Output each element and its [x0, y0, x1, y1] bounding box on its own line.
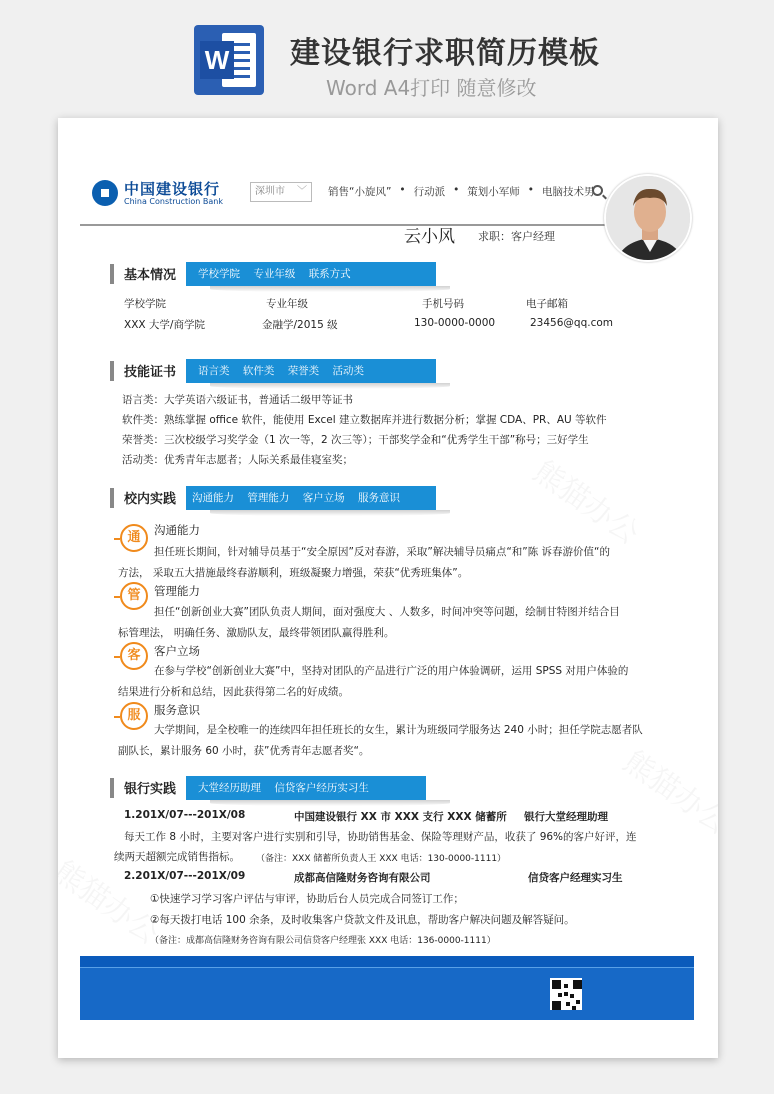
chevron-down-icon: ﹀	[297, 186, 307, 197]
customer-badge: 客	[120, 642, 148, 670]
item-text: 方法， 采取五大措施最终春游顺利，班级凝聚力增强，荣获“优秀班集体”。	[118, 567, 469, 579]
section-title: 基本情况	[124, 268, 177, 283]
tab-label: 客户立场	[302, 492, 345, 504]
job-role: 银行大堂经理助理	[524, 811, 608, 823]
job-text: ②每天拨打电话 100 余条，及时收集客户贷款文件及讯息，帮助客户解决问题及解答疑问。	[150, 914, 575, 926]
page-title: 建设银行求职简历模板	[290, 36, 600, 71]
section-title: 银行实践	[124, 782, 177, 797]
footer-band	[80, 956, 694, 1020]
value: XXX 大学/商学院	[124, 319, 205, 331]
label: 专业年级	[266, 298, 308, 310]
tab-label: 活动类	[332, 365, 365, 377]
search-icon[interactable]	[592, 185, 603, 196]
value: 23456@qq.com	[530, 317, 613, 329]
apply-position: 求职：客户经理	[478, 230, 555, 243]
job-note: （备注：成都高信隆财务咨询有限公司信贷客户经理张 XXX 电话：136-0000-1111）	[150, 936, 496, 946]
tab-label: 管理能力	[247, 492, 290, 504]
job-role: 信贷客户经理实习生	[528, 872, 623, 884]
item-text: 副队长，累计服务 60 小时，获”优秀青年志愿者奖“。	[118, 745, 370, 757]
section-tabs	[186, 486, 436, 510]
trait-nav: 销售“小旋风” • 行动派 • 策划小军师 • 电脑技术男	[328, 184, 595, 198]
bank-name-cn: 中国建设银行	[124, 180, 221, 198]
person-name: 云小风	[404, 227, 455, 247]
section-tabs	[186, 262, 436, 286]
section-tabs	[186, 776, 426, 800]
nav-item[interactable]: 策划小军师	[467, 186, 520, 198]
job-text: 每天工作 8 小时，主要对客户进行实别和引导，协助销售基金、保险等理财产品，收获了 96%的客户好评，连	[124, 831, 637, 843]
tab-label: 语言类	[198, 365, 230, 377]
communication-badge: 通	[120, 524, 148, 552]
item-text: 大学期间，是全校唯一的连续四年担任班长的女生，累计为班级同学服务达 240 小时；担任学院志愿者队	[154, 724, 643, 736]
item-text: 担任班长期间，针对辅导员基于“安全原因”反对春游，采取”解决辅导员痛点“和”陈 诉春游价值“的	[154, 546, 610, 558]
tab-label: 联系方式	[308, 268, 351, 280]
job-text: ①快速学习学习客户评估与审评，协助后台人员完成合同签订工作；	[150, 893, 464, 905]
job-period: 2.201X/07---201X/09	[124, 870, 246, 882]
city-select[interactable]	[250, 182, 312, 202]
value: 金融学/2015 级	[262, 319, 338, 331]
tab-label: 沟通能力	[192, 492, 234, 504]
skill-line: 语言类：大学英语六级证书，普通话二级甲等证书	[122, 394, 353, 406]
tab-label: 软件类	[242, 365, 275, 377]
page-subtitle: Word A4打印 随意修改	[326, 76, 537, 100]
job-company: 成都高信隆财务咨询有限公司	[294, 872, 431, 884]
skill-line: 活动类：优秀青年志愿者；人际关系最佳寝室奖；	[122, 454, 353, 466]
tab-label: 专业年级	[253, 268, 296, 280]
item-text: 结果进行分析和总结，因此获得第二名的好成绩。	[118, 686, 349, 698]
section-title: 校内实践	[124, 492, 177, 507]
value: 130-0000-0000	[414, 317, 496, 329]
qr-code-icon	[550, 978, 582, 1010]
section-tabs	[186, 359, 436, 383]
bank-name-en: China Construction Bank	[124, 197, 223, 206]
item-heading: 客户立场	[154, 644, 200, 658]
section-title: 技能证书	[124, 365, 177, 380]
job-note: （备注：XXX 储蓄所负责人王 XXX 电话：130-0000-1111）	[256, 854, 507, 864]
item-text: 担任“创新创业大赛”团队负责人期间，面对强度大 、人数多，时间冲突等问题，绘制甘特图并结合目	[154, 606, 620, 618]
service-badge: 服	[120, 702, 148, 730]
skill-line: 荣誉类：三次校级学习奖学金（1 次一等，2 次三等）；干部奖学金和“优秀学生干部”称号；三好学生	[122, 434, 589, 446]
item-heading: 服务意识	[154, 703, 200, 717]
label: 学校学院	[124, 298, 166, 310]
bank-logo-icon	[92, 180, 118, 206]
job-company: 中国建设银行 XX 市 XXX 支行 XXX 储蓄所	[294, 811, 507, 823]
word-letter: W	[200, 41, 234, 79]
item-text: 在参与学校“创新创业大赛”中，坚持对团队的产品进行广泛的用户体验调研，运用 SPSS 对用户体验的	[154, 665, 629, 677]
tab-label: 大堂经历助理	[198, 782, 261, 794]
management-badge: 管	[120, 582, 148, 610]
resume-page	[58, 118, 718, 1058]
tab-label: 服务意识	[358, 492, 401, 504]
nav-item[interactable]: 电脑技术男	[542, 186, 595, 198]
job-text: 续两天超额完成销售指标。	[114, 851, 240, 863]
nav-item[interactable]: 销售“小旋风”	[328, 186, 392, 198]
nav-item[interactable]: 行动派	[413, 186, 446, 198]
avatar	[604, 174, 692, 262]
header-divider	[80, 224, 678, 226]
item-text: 标管理法， 明确任务、激励队友，最终带领团队赢得胜利。	[118, 627, 395, 639]
tab-label: 信贷客户经历实习生	[274, 782, 369, 794]
tab-label: 荣誉类	[287, 365, 320, 377]
job-period: 1.201X/07---201X/08	[124, 809, 246, 821]
label: 电子邮箱	[526, 298, 568, 310]
city-select-value: 深圳市	[255, 186, 285, 197]
item-heading: 管理能力	[154, 584, 200, 598]
label: 手机号码	[422, 298, 464, 310]
tab-label: 学校学院	[198, 268, 240, 280]
skill-line: 软件类：熟练掌握 office 软件，能使用 Excel 建立数据库并进行数据分析；掌握 CDA、PR、AU 等软件	[122, 414, 607, 426]
word-icon	[194, 25, 264, 95]
item-heading: 沟通能力	[154, 523, 200, 537]
